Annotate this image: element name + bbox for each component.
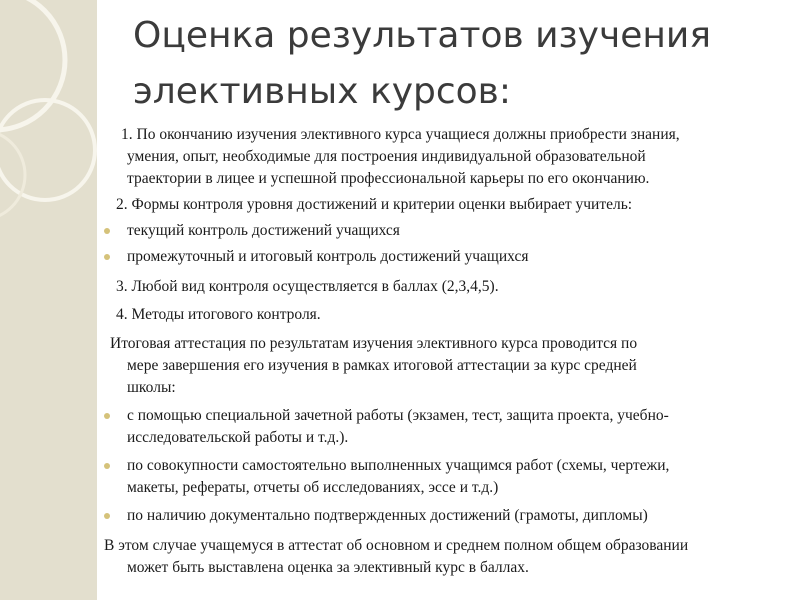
paragraph-1-line-2: умения, опыт, необходимые для построения индивидуальной образовательной [127, 148, 646, 165]
bullet-dot [104, 228, 110, 234]
decorative-sidebar [0, 0, 97, 600]
bullet-dot [104, 413, 110, 419]
slide-title [133, 8, 783, 120]
paragraph-4: 4. Методы итогового контроля. [116, 306, 321, 323]
paragraph-1-line-1: 1. По окончанию изучения элективного курса учащиеся должны приобрести знания, [121, 126, 680, 143]
paragraph-5-line-2: мере завершения его изучения в рамках итоговой аттестации за курс средней [127, 357, 637, 374]
bullet-item-3-line-1: с помощью специальной зачетной работы (экзамен, тест, защита проекта, учебно- [127, 407, 669, 424]
paragraph-6-line-2: может быть выставлена оценка за элективный курс в баллах. [127, 559, 529, 576]
paragraph-1-line-3: траектории в лицее и успешной профессиональной карьеры по его окончанию. [127, 170, 650, 187]
bullet-item-4-line-2: макеты, рефераты, отчеты об исследованиях, эссе и т.д.) [127, 479, 499, 496]
paragraph-2: 2. Формы контроля уровня достижений и критерии оценки выбирает учитель: [116, 196, 633, 213]
bullet-dot [104, 513, 110, 519]
title-line-1: Оценка результатов изучения [133, 15, 711, 56]
bullet-dot [104, 463, 110, 469]
paragraph-5-line-1: Итоговая аттестация по результатам изучения элективного курса проводится по [110, 335, 638, 352]
bullet-item-5: по наличию документально подтвержденных достижений (грамоты, дипломы) [127, 507, 648, 524]
bullet-item-2: промежуточный и итоговый контроль достижений учащихся [127, 248, 529, 265]
paragraph-5-line-3: школы: [127, 379, 176, 396]
bullet-item-1: текущий контроль достижений учащихся [127, 222, 400, 239]
bullet-item-3-line-2: исследовательской работы и т.д.). [127, 429, 349, 446]
paragraph-3: 3. Любой вид контроля осуществляется в баллах (2,3,4,5). [116, 278, 499, 295]
title-line-2: элективных курсов: [133, 71, 512, 112]
paragraph-6-line-1: В этом случае учащемуся в аттестат об основном и среднем полном общем образовании [104, 537, 689, 554]
bullet-dot [104, 254, 110, 260]
decorative-circles-graphic [0, 0, 97, 600]
bullet-item-4-line-1: по совокупности самостоятельно выполненных учащимся работ (схемы, чертежи, [127, 457, 670, 474]
